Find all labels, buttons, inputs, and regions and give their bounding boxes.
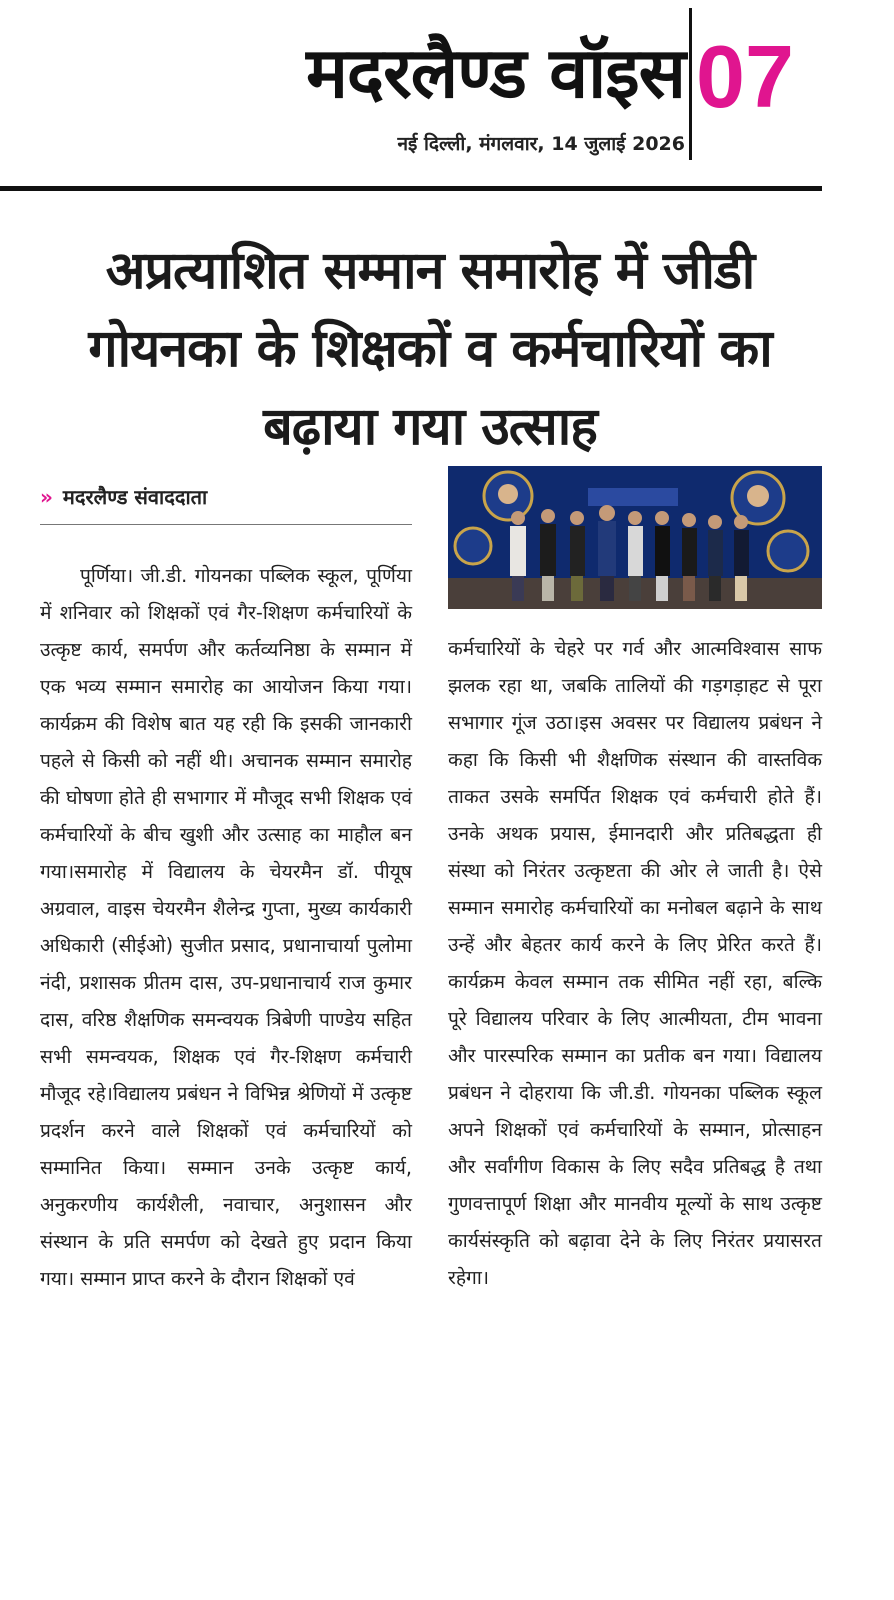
byline [40, 483, 410, 510]
article-column-left: पूर्णिया। जी.डी. गोयनका पब्लिक स्कूल, पूर्णिया में शनिवार को शिक्षकों एवं गैर-शिक्षण कर्मचारियों के उत्कृष्ट कार्य, समर्पण और कर्तव्यनिष्ठा के सम्मान में एक भव्य सम्मान समारोह का आयोजन किया गया। कार्यक्रम की विशेष बात यह रही कि इसकी जानकारी पहले से किसी को नहीं थी। अचानक सम्मान समारोह की घोषणा होते ही सभागार में मौजूद सभी शिक्षक एवं कर्मचारियों के बीच खुशी और उत्साह का माहौल बन गया।समारोह में विद्यालय के चेयरमैन डॉ. पीयूष अग्रवाल, वाइस चेयरमैन शैलेन्द्र गुप्ता, मुख्य कार्यकारी अधिकारी (सीईओ) सुजीत प्रसाद, प्रधानाचार्या पुलोमा नंदी, प्रशासक प्रीतम दास, उप-प्रधानाचार्य राज कुमार दास, वरिष्ठ शैक्षणिक समन्वयक त्रिबेणी पाण्डेय सहित सभी समन्वयक, शिक्षक एवं गैर-शिक्षण कर्मचारी मौजूद रहे।विद्यालय प्रबंधन ने विभिन्न श्रेणियों में उत्कृष्ट प्रदर्शन करने वाले शिक्षकों एवं कर्मचारियों को सम्मानित किया। सम्मान उनके उत्कृष्ट कार्य, अनुकरणीय कार्यशैली, नवाचार, अनुशासन और संस्थान के प्रति समर्पण को देखते हुए प्रदान किया गया। सम्मान प्राप्त करने के दौरान शिक्षकों एवं [40, 564, 412, 1290]
masthead-divider [689, 8, 692, 160]
masthead-rule [0, 186, 822, 191]
article-headline: अप्रत्याशित सम्मान समारोह में जीडी गोयनका के शिक्षकों व कर्मचारियों का बढ़ाया गया उत्साह [88, 241, 772, 457]
article-column-right: कर्मचारियों के चेहरे पर गर्व और आत्मविश्वास साफ झलक रहा था, जबकि तालियों की गड़गड़ाहट से पूरा सभागार गूंज उठा।इस अवसर पर विद्यालय प्रबंधन ने कहा कि किसी भी शैक्षणिक संस्थान की वास्तविक ताकत उसके समर्पित शिक्षक एवं कर्मचारी होते हैं। उनके अथक प्रयास, ईमानदारी और प्रतिबद्धता ही संस्था को निरंतर उत्कृष्टता की ओर ले जाती है। ऐसे सम्मान समारोह कर्मचारियों का मनोबल बढ़ाने के साथ उन्हें और बेहतर कार्य करने के लिए प्रेरित करते हैं।कार्यक्रम केवल सम्मान तक सीमित नहीं रहा, बल्कि पूरे विद्यालय परिवार के लिए आत्मीयता, टीम भावना और पारस्परिक सम्मान का प्रतीक बन गया। विद्यालय प्रबंधन ने दोहराया कि जी.डी. गोयनका पब्लिक स्कूल अपने शिक्षकों एवं कर्मचारियों के सम्मान, प्रोत्साहन और सर्वांगीण विकास के लिए सदैव प्रतिबद्ध है तथा गुणवत्तापूर्ण शिक्षा और मानवीय मूल्यों के साथ उत्कृष्ट कार्यसंस्कृति को बढ़ावा देने के लिए निरंतर प्रयासरत रहेगा। [448, 637, 822, 1289]
event-photo-illustration [448, 466, 822, 609]
masthead [0, 0, 894, 195]
event-photo [448, 466, 822, 609]
dateline: नई दिल्ली, मंगलवार, 14 जुलाई 2026 [397, 133, 685, 155]
page-number: 07 [696, 27, 794, 126]
newspaper-title: मदरलैण्ड वॉइस [306, 32, 685, 114]
byline-divider [40, 524, 412, 525]
chevron-right-icon: » [40, 485, 53, 509]
byline-author: मदरलैण्ड संवाददाता [62, 485, 208, 509]
